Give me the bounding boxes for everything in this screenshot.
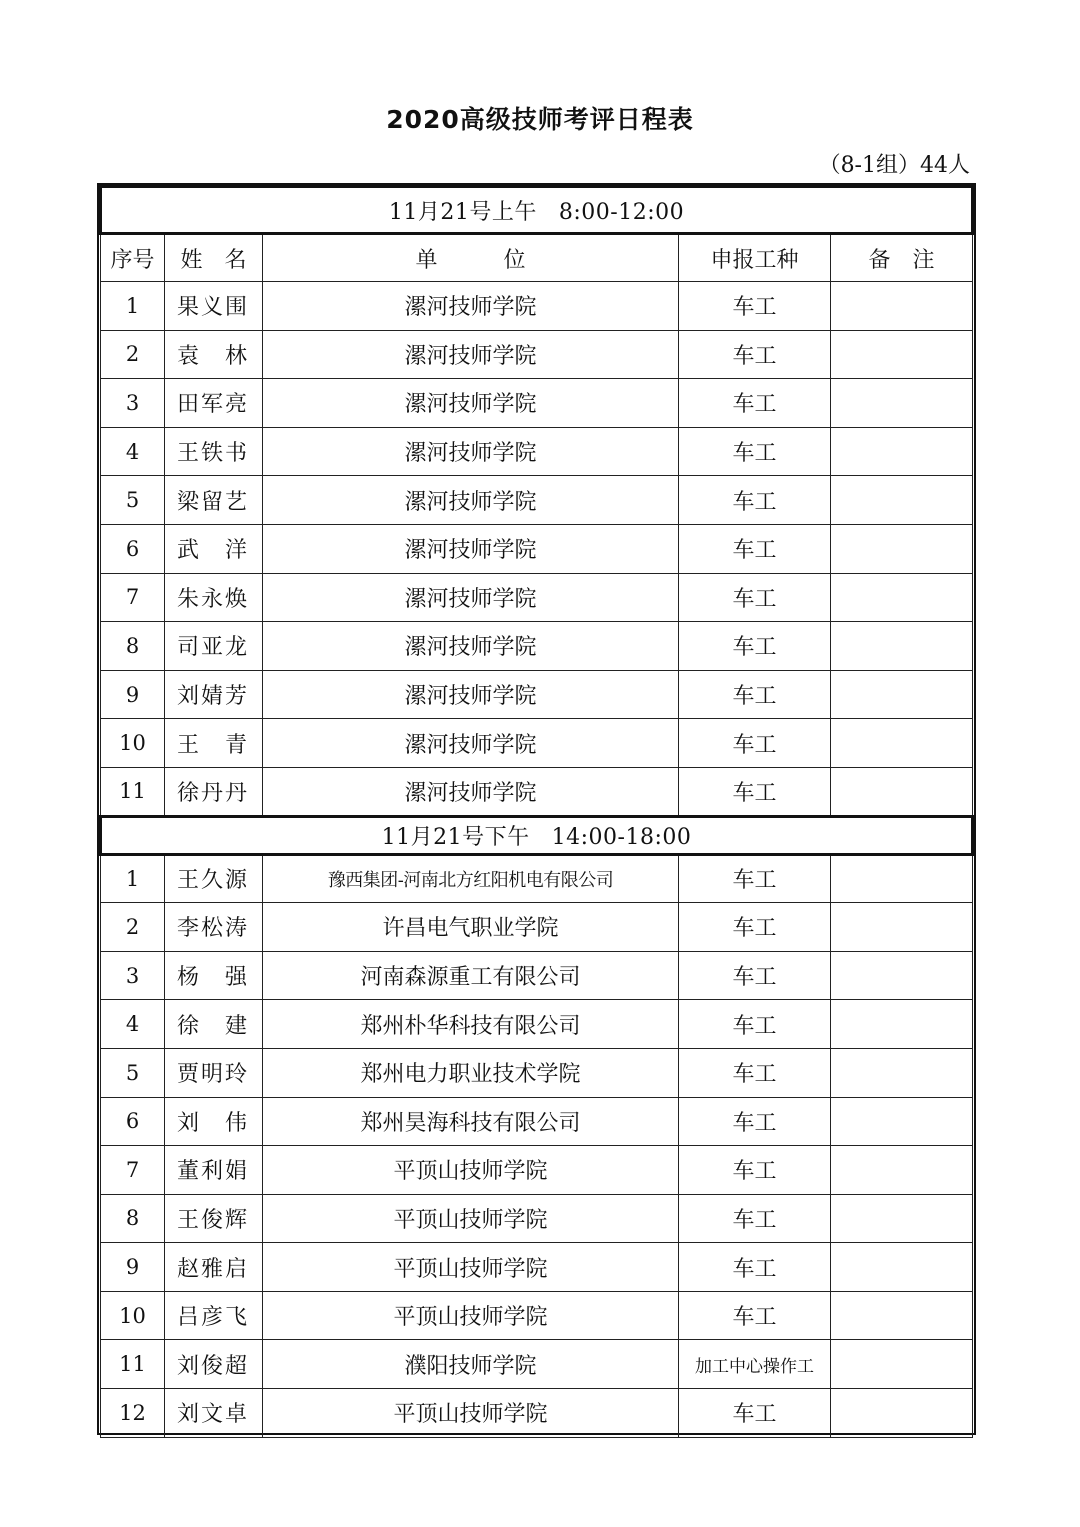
row-name: 徐 建 [165,1000,263,1049]
row-job: 车工 [679,330,831,379]
row-note [831,1340,973,1389]
row-name: 吕彦飞 [165,1291,263,1340]
row-note [831,1146,973,1195]
row-index: 12 [101,1389,165,1438]
header-index: 序号 [101,234,165,282]
table-row [101,670,973,719]
row-unit: 郑州昊海科技有限公司 [263,1097,679,1146]
row-unit: 河南森源重工有限公司 [263,951,679,1000]
row-name: 李松涛 [165,903,263,952]
row-unit: 平顶山技师学院 [263,1194,679,1243]
row-note [831,1048,973,1097]
row-unit: 漯河技师学院 [263,427,679,476]
row-note [831,1291,973,1340]
table-row [101,719,973,768]
row-note [831,1194,973,1243]
row-note [831,476,973,525]
table-row [101,622,973,671]
row-name: 武 洋 [165,524,263,573]
row-index: 4 [101,1000,165,1049]
row-name: 果义围 [165,282,263,331]
row-note [831,719,973,768]
row-name: 王铁书 [165,427,263,476]
table-row [101,1243,973,1292]
header-unit: 单 位 [263,234,679,282]
table-row [101,1389,973,1438]
row-name: 王久源 [165,854,263,903]
table-row [101,1097,973,1146]
row-unit: 平顶山技师学院 [263,1291,679,1340]
row-note [831,379,973,428]
row-index: 3 [101,379,165,428]
row-index: 6 [101,524,165,573]
row-job: 车工 [679,719,831,768]
row-job: 车工 [679,1048,831,1097]
row-note [831,573,973,622]
row-name: 刘俊超 [165,1340,263,1389]
row-name: 袁 林 [165,330,263,379]
row-name: 徐丹丹 [165,767,263,816]
row-unit: 漯河技师学院 [263,476,679,525]
row-note [831,1389,973,1438]
row-job: 车工 [679,1097,831,1146]
table-row [101,1146,973,1195]
table-row [101,1048,973,1097]
session-date: 11月21号上午 [388,199,537,225]
table-row [101,524,973,573]
row-job: 车工 [679,622,831,671]
row-index: 8 [101,622,165,671]
row-job: 车工 [679,427,831,476]
row-unit: 平顶山技师学院 [263,1243,679,1292]
row-name: 刘文卓 [165,1389,263,1438]
row-unit: 漯河技师学院 [263,379,679,428]
row-name: 梁留艺 [165,476,263,525]
row-index: 11 [101,767,165,816]
session-time: 8:00-12:00 [558,199,685,225]
row-name: 王俊辉 [165,1194,263,1243]
row-note [831,1243,973,1292]
row-job: 车工 [679,1194,831,1243]
row-unit: 许昌电气职业学院 [263,903,679,952]
row-note [831,670,973,719]
row-job: 车工 [679,951,831,1000]
row-job: 车工 [679,1000,831,1049]
row-unit: 漯河技师学院 [263,719,679,768]
row-job: 车工 [679,524,831,573]
table-row [101,903,973,952]
row-index: 1 [101,282,165,331]
table-row [101,573,973,622]
header-name: 姓 名 [165,234,263,282]
row-name: 杨 强 [165,951,263,1000]
table-row [101,767,973,816]
row-index: 2 [101,903,165,952]
row-note [831,524,973,573]
table-row [101,1194,973,1243]
row-index: 7 [101,573,165,622]
row-unit: 濮阳技师学院 [263,1340,679,1389]
row-index: 9 [101,670,165,719]
row-job: 车工 [679,1291,831,1340]
table-row [101,330,973,379]
row-note [831,903,973,952]
table-row [101,282,973,331]
session-time: 14:00-18:00 [551,824,692,850]
table-row [101,951,973,1000]
table-row [101,427,973,476]
row-name: 刘婧芳 [165,670,263,719]
row-index: 5 [101,1048,165,1097]
row-note [831,427,973,476]
row-unit: 漯河技师学院 [263,767,679,816]
table-row [101,1000,973,1049]
row-name: 赵雅启 [165,1243,263,1292]
row-index: 1 [101,854,165,903]
row-index: 11 [101,1340,165,1389]
page-title: 2020高级技师考评日程表 [386,105,694,134]
row-index: 10 [101,719,165,768]
row-job: 车工 [679,476,831,525]
row-note [831,330,973,379]
row-note [831,622,973,671]
row-name: 田军亮 [165,379,263,428]
session-header [101,187,973,234]
row-unit: 漯河技师学院 [263,524,679,573]
row-job: 加工中心操作工 [679,1340,831,1389]
row-index: 7 [101,1146,165,1195]
row-index: 5 [101,476,165,525]
row-index: 2 [101,330,165,379]
row-unit: 漯河技师学院 [263,670,679,719]
row-job: 车工 [679,1146,831,1195]
row-index: 10 [101,1291,165,1340]
row-unit: 漯河技师学院 [263,622,679,671]
table-row [101,1340,973,1389]
row-index: 8 [101,1194,165,1243]
row-unit: 豫西集团-河南北方红阳机电有限公司 [263,854,679,903]
row-job: 车工 [679,282,831,331]
row-unit: 郑州电力职业技术学院 [263,1048,679,1097]
schedule-table [97,183,976,1435]
row-job: 车工 [679,1389,831,1438]
row-note [831,951,973,1000]
row-job: 车工 [679,573,831,622]
row-unit: 漯河技师学院 [263,282,679,331]
row-job: 车工 [679,1243,831,1292]
row-name: 朱永焕 [165,573,263,622]
table-row [101,476,973,525]
row-unit: 漯河技师学院 [263,330,679,379]
row-unit: 郑州朴华科技有限公司 [263,1000,679,1049]
row-name: 刘 伟 [165,1097,263,1146]
row-job: 车工 [679,903,831,952]
row-unit: 平顶山技师学院 [263,1389,679,1438]
row-index: 9 [101,1243,165,1292]
table-row [101,379,973,428]
row-unit: 漯河技师学院 [263,573,679,622]
row-name: 董利娟 [165,1146,263,1195]
group-count: （8-1组）44人 [818,153,970,178]
row-name: 司亚龙 [165,622,263,671]
row-index: 6 [101,1097,165,1146]
row-note [831,854,973,903]
column-header-row [101,234,973,282]
session-header [101,816,973,854]
row-job: 车工 [679,670,831,719]
row-job: 车工 [679,379,831,428]
row-job: 车工 [679,767,831,816]
row-note [831,1000,973,1049]
row-name: 贾明玲 [165,1048,263,1097]
row-name: 王 青 [165,719,263,768]
row-note [831,1097,973,1146]
row-note [831,282,973,331]
table-row [101,854,973,903]
header-job: 申报工种 [679,234,831,282]
row-index: 4 [101,427,165,476]
row-unit: 平顶山技师学院 [263,1146,679,1195]
header-note: 备 注 [831,234,973,282]
row-job: 车工 [679,854,831,903]
session-date: 11月21号下午 [381,824,530,850]
row-note [831,767,973,816]
row-index: 3 [101,951,165,1000]
table-row [101,1291,973,1340]
